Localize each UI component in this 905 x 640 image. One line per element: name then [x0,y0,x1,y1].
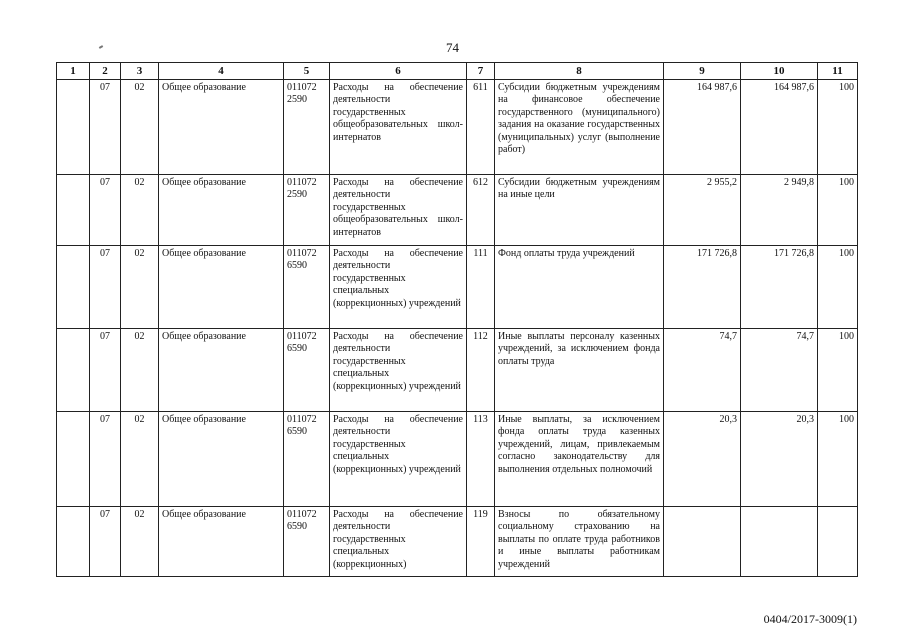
col-header-9: 9 [664,63,741,80]
cell-target-name: Расходы на обеспечение деятельности государственных специальных (коррекционных) учреждений [330,412,467,507]
col-header-5: 5 [284,63,330,80]
cell-section-name: Общее образование [159,246,284,329]
page-number: 74 [446,40,459,55]
col-header-11: 11 [818,63,858,80]
cell-col1 [57,412,90,507]
cell-planned-amount: 171 726,8 [664,246,741,329]
cell-expense-code: 113 [467,412,495,507]
cell-section: 07 [90,507,121,577]
cell-section-name: Общее образование [159,412,284,507]
col-header-1: 1 [57,63,90,80]
cell-target-code: 011072 6590 [284,329,330,412]
cell-section-name: Общее образование [159,80,284,175]
cell-expense-name: Фонд оплаты труда учреждений [495,246,664,329]
cell-section-name: Общее образование [159,175,284,246]
cell-target-name: Расходы на обеспечение деятельности государственных общеобразовательных школ-интернатов [330,80,467,175]
cell-actual-amount: 20,3 [741,412,818,507]
cell-percent: 100 [818,329,858,412]
cell-col1 [57,80,90,175]
cell-expense-name: Субсидии бюджетным учреждениям на иные цели [495,175,664,246]
cell-planned-amount: 20,3 [664,412,741,507]
cell-planned-amount: 164 987,6 [664,80,741,175]
cell-actual-amount: 2 949,8 [741,175,818,246]
cell-target-code: 011072 6590 [284,412,330,507]
cell-expense-code: 119 [467,507,495,577]
cell-actual-amount: 164 987,6 [741,80,818,175]
cell-expense-code: 112 [467,329,495,412]
col-header-3: 3 [121,63,159,80]
cell-expense-name: Иные выплаты, за исключением фонда оплаты труда казенных учреждений, лицам, привлекаемым согласно законодательству для выполнения отдельных полномочий [495,412,664,507]
cell-subsection: 02 [121,175,159,246]
table-row [57,507,858,577]
document-code: 0404/2017-3009(1) [763,612,857,626]
col-header-6: 6 [330,63,467,80]
cell-target-code: 011072 6590 [284,246,330,329]
cell-section: 07 [90,329,121,412]
table-row [57,80,858,175]
col-header-2: 2 [90,63,121,80]
cell-percent [818,507,858,577]
table-row [57,175,858,246]
cell-section: 07 [90,80,121,175]
col-header-7: 7 [467,63,495,80]
cell-section-name: Общее образование [159,507,284,577]
cell-actual-amount: 171 726,8 [741,246,818,329]
cell-target-code: 011072 2590 [284,175,330,246]
table-row [57,329,858,412]
cell-expense-name: Взносы по обязательному социальному страхованию на выплаты по оплате труда работников и иные выплаты работникам учреждений [495,507,664,577]
cell-percent: 100 [818,175,858,246]
cell-subsection: 02 [121,80,159,175]
cell-target-code: 011072 6590 [284,507,330,577]
table-row [57,412,858,507]
cell-section: 07 [90,175,121,246]
cell-col1 [57,329,90,412]
cell-expense-code: 612 [467,175,495,246]
cell-expense-code: 611 [467,80,495,175]
cell-section: 07 [90,246,121,329]
cell-subsection: 02 [121,507,159,577]
cell-target-code: 011072 2590 [284,80,330,175]
cell-percent: 100 [818,80,858,175]
cell-subsection: 02 [121,412,159,507]
col-header-10: 10 [741,63,818,80]
cell-section-name: Общее образование [159,329,284,412]
cell-col1 [57,507,90,577]
cell-subsection: 02 [121,329,159,412]
cell-actual-amount [741,507,818,577]
cell-expense-name: Субсидии бюджетным учреждениям на финансовое обеспечение государственного (муниципального) задания на оказание государственных (муниципальных) услуг (выполнение работ) [495,80,664,175]
budget-table [56,62,858,577]
header-row [57,63,858,80]
cell-target-name: Расходы на обеспечение деятельности государственных специальных (коррекционных) учреждений [330,246,467,329]
cell-target-name: Расходы на обеспечение деятельности государственных специальных (коррекционных) [330,507,467,577]
cell-expense-code: 111 [467,246,495,329]
cell-subsection: 02 [121,246,159,329]
cell-planned-amount: 74,7 [664,329,741,412]
cell-col1 [57,246,90,329]
cell-percent: 100 [818,246,858,329]
cell-percent: 100 [818,412,858,507]
table-row [57,246,858,329]
cell-target-name: Расходы на обеспечение деятельности государственных специальных (коррекционных) учреждений [330,329,467,412]
cell-section: 07 [90,412,121,507]
cell-target-name: Расходы на обеспечение деятельности государственных общеобразовательных школ-интернатов [330,175,467,246]
col-header-8: 8 [495,63,664,80]
cell-planned-amount [664,507,741,577]
cell-expense-name: Иные выплаты персоналу казенных учреждений, за исключением фонда оплаты труда [495,329,664,412]
cell-actual-amount: 74,7 [741,329,818,412]
cell-col1 [57,175,90,246]
cell-planned-amount: 2 955,2 [664,175,741,246]
col-header-4: 4 [159,63,284,80]
